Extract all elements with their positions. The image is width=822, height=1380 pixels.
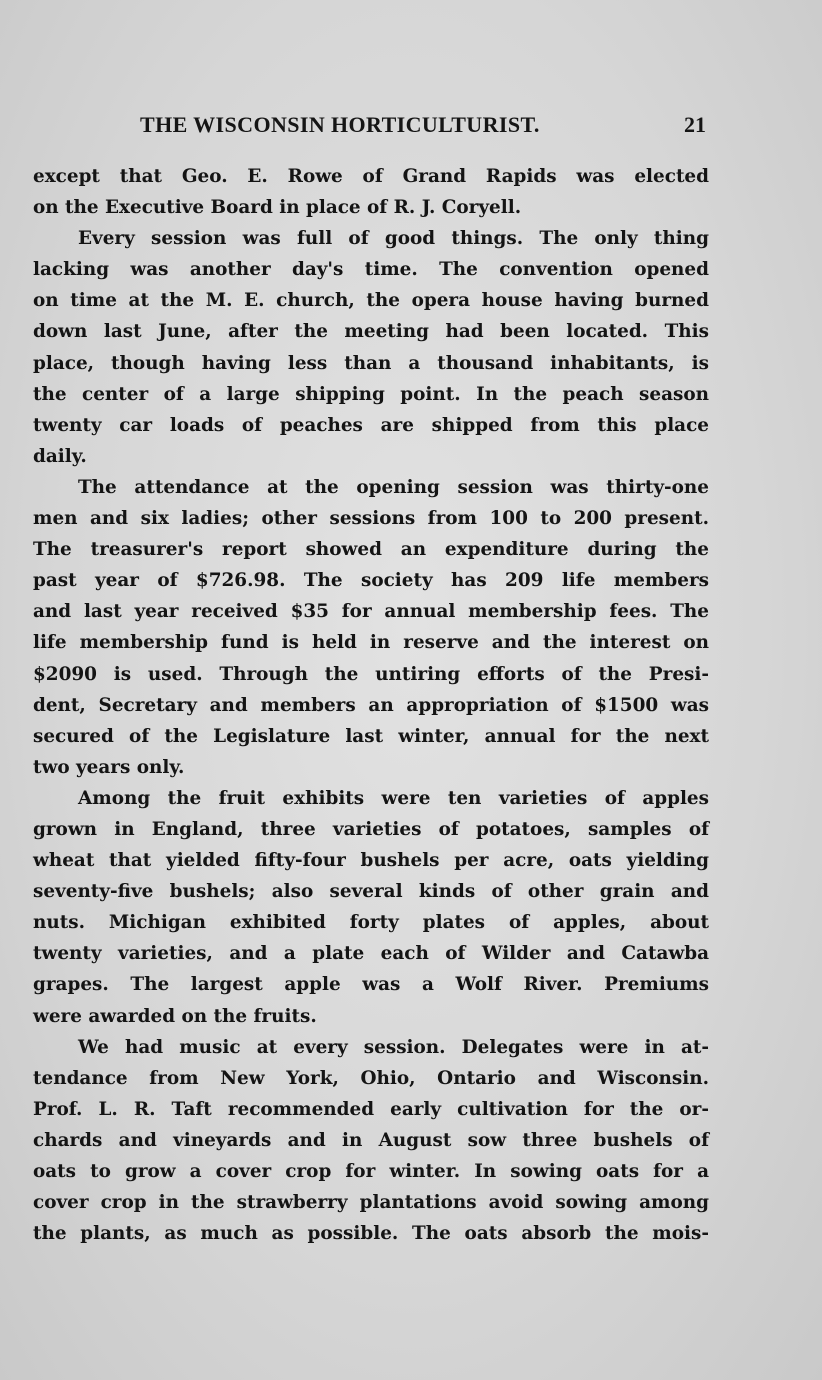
text-line: $2090 is used. Through the untiring efforts of the Presi-: [33, 663, 709, 685]
text-line: Among the fruit exhibits were ten varieties of apples: [78, 787, 709, 809]
text-line: the plants, as much as possible. The oats absorb the mois-: [33, 1223, 709, 1245]
text-line: daily.: [33, 445, 87, 467]
journal-title: THE WISCONSIN HORTICULTURIST.: [140, 112, 540, 137]
text-line: Prof. L. R. Taft recommended early cultivation for the or-: [33, 1098, 709, 1120]
text-line: oats to grow a cover crop for winter. In sowing oats for a: [33, 1161, 709, 1182]
text-line: were awarded on the fruits.: [33, 1005, 317, 1027]
text-line: Every session was full of good things. The only thing: [78, 228, 709, 250]
text-line: wheat that yielded fifty-four bushels per acre, oats yielding: [33, 850, 709, 872]
text-line: past year of $726.98. The society has 209 life members: [33, 570, 709, 592]
article-body: [33, 161, 709, 1249]
text-line: twenty varieties, and a plate each of Wilder and Catawba: [33, 943, 709, 965]
text-line: seventy-five bushels; also several kinds of other grain and: [33, 881, 709, 903]
paragraph-1: [33, 161, 709, 223]
text-line: on the Executive Board in place of R. J. Coryell.: [33, 197, 522, 219]
text-line: life membership fund is held in reserve and the interest on: [33, 632, 709, 654]
text-line: chards and vineyards and in August sow three bushels of: [33, 1129, 709, 1151]
text-line: secured of the Legislature last winter, annual for the next: [33, 725, 709, 747]
text-line: dent, Secretary and members an appropriation of $1500 was: [33, 694, 709, 716]
text-line: The treasurer's report showed an expenditure during the: [33, 539, 709, 561]
paragraph-3: [33, 472, 709, 783]
text-line: cover crop in the strawberry plantations avoid sowing among: [33, 1192, 709, 1214]
text-line: two years only.: [33, 756, 185, 778]
paragraph-4: [33, 783, 709, 1032]
text-line: twenty car loads of peaches are shipped from this place: [33, 414, 709, 436]
text-line: men and six ladies; other sessions from 100 to 200 present.: [33, 508, 709, 530]
paragraph-5: [33, 1032, 709, 1250]
paragraph-2: [33, 223, 709, 472]
text-line: tendance from New York, Ohio, Ontario and Wisconsin.: [33, 1067, 709, 1089]
text-line: the center of a large shipping point. In the peach season: [33, 383, 709, 405]
text-line: and last year received $35 for annual membership fees. The: [33, 601, 709, 623]
text-line: grapes. The largest apple was a Wolf River. Premiums: [33, 974, 709, 996]
text-line: except that Geo. E. Rowe of Grand Rapids was elected: [33, 166, 709, 187]
text-line: place, though having less than a thousand inhabitants, is: [33, 352, 709, 374]
page-number: 21: [684, 112, 706, 137]
text-line: We had music at every session. Delegates were in at-: [78, 1036, 709, 1058]
text-line: grown in England, three varieties of potatoes, samples of: [33, 818, 709, 840]
running-header: [140, 112, 710, 142]
text-line: nuts. Michigan exhibited forty plates of apples, about: [33, 912, 709, 934]
text-line: lacking was another day's time. The convention opened: [33, 259, 709, 281]
text-line: The attendance at the opening session was thirty-one: [78, 476, 709, 498]
text-line: down last June, after the meeting had been located. This: [33, 321, 709, 343]
text-line: on time at the M. E. church, the opera house having burned: [33, 290, 709, 312]
